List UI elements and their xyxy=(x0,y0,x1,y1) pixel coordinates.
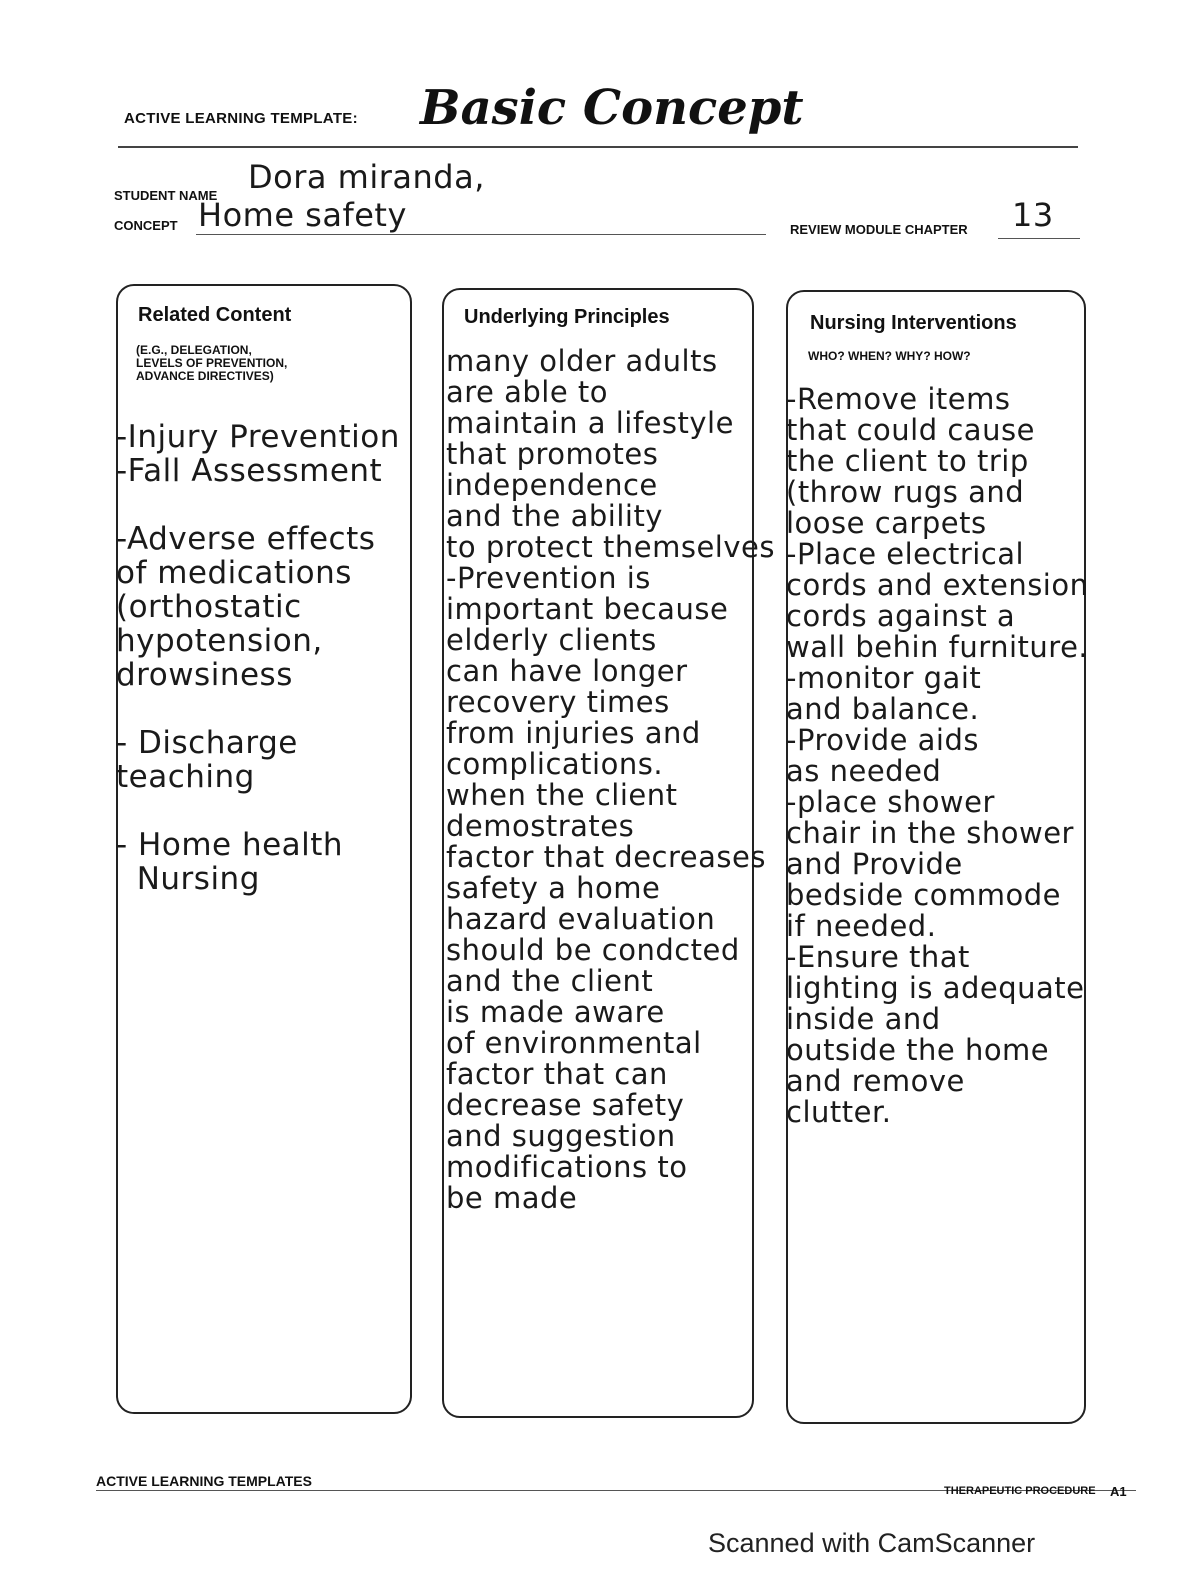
related-content-title: Related Content xyxy=(138,304,292,326)
underlying-principles-title: Underlying Principles xyxy=(464,306,670,328)
scanner-watermark: Scanned with CamScanner xyxy=(708,1528,1036,1558)
related-subtitle-line: LEVELS OF PREVENTION, xyxy=(136,356,288,370)
student-name-label: STUDENT NAME xyxy=(114,188,218,203)
review-module-underline xyxy=(998,238,1080,239)
review-module-label: REVIEW MODULE CHAPTER xyxy=(790,222,968,237)
concept-underline xyxy=(196,234,766,235)
review-module-value: 13 xyxy=(1012,196,1054,234)
concept-value: Home safety xyxy=(198,196,407,234)
related-subtitle-line: (E.G., DELEGATION, xyxy=(136,343,252,357)
related-subtitle-line: ADVANCE DIRECTIVES) xyxy=(136,369,274,383)
nursing-interventions-notes: -Remove items that could cause the client to trip (throw rugs and loose carpets -Place electrical cords and extension cords against a wall behin furniture. -monitor gait and balance. -Provide aids as needed -place shower chair in the shower and Provide bedside commode if needed. -Ensure that lighting is adequate inside and outside the home and remove clutter. xyxy=(786,382,1089,1129)
concept-label: CONCEPT xyxy=(114,218,178,233)
related-content-notes: -Injury Prevention -Fall Assessment -Adverse effects of medications (orthostatic hypotension, drowsiness - Discharge teaching - Home health Nursing xyxy=(116,419,400,897)
footer-right-label: THERAPEUTIC PROCEDURE xyxy=(944,1485,1096,1497)
footer-left-label: ACTIVE LEARNING TEMPLATES xyxy=(96,1473,312,1489)
template-type-title: Basic Concept xyxy=(420,80,804,136)
related-content-subtitle xyxy=(136,344,287,383)
nursing-interventions-title: Nursing Interventions xyxy=(810,312,1017,334)
header-divider xyxy=(118,146,1078,148)
nursing-interventions-subtitle: WHO? WHEN? WHY? HOW? xyxy=(808,349,971,363)
template-label: ACTIVE LEARNING TEMPLATE: xyxy=(124,110,358,127)
student-name-value: Dora miranda, xyxy=(248,158,485,196)
footer-page-number: A1 xyxy=(1110,1484,1127,1499)
underlying-principles-notes: many older adults are able to maintain a lifestyle that promotes independence and the ability to protect themselves -Prevention is important because elderly clients can have longer recovery times from injuries and complications. when the client demostrates factor that decreases safety a home hazard evaluation should be condcted and the client is made aware of environmental factor that can decrease safety and suggestion modifications to be made xyxy=(446,344,775,1215)
